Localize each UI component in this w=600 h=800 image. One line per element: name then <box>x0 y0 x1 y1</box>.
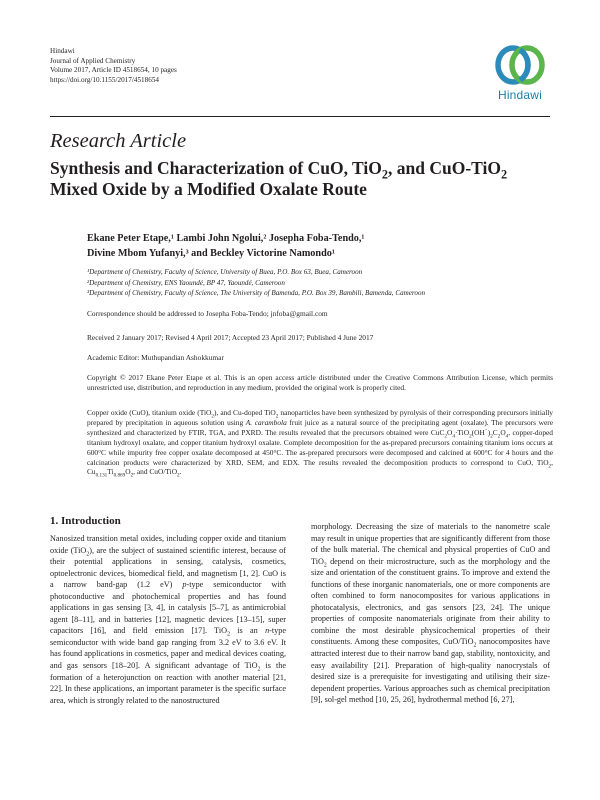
affiliation-1: ¹Department of Chemistry, Faculty of Science, University of Buea, P.O. Box 63, Buea, Cameroon <box>87 268 363 276</box>
intro-right-column <box>311 521 550 706</box>
authors-line-2: Divine Mbom Yufanyi,³ and Beckley Victorine Namondo¹ <box>87 247 335 259</box>
journal-info <box>50 47 177 85</box>
section-heading-introduction: 1. Introduction <box>50 515 121 527</box>
title-line-2: Mixed Oxide by a Modified Oxalate Route <box>50 179 367 199</box>
author-list <box>87 232 557 261</box>
journal-name: Journal of Applied Chemistry <box>50 56 136 65</box>
intro-paragraph-right: morphology. Decreasing the size of materials to the nanometre scale may result in unique properties that are significantly different from those of the bulk material. The chemical and physical properties of CuO and TiO$_2$ depend on their microstructure, such as the morphology and the size and orientation of the constituent grains. To improve and extend the functions of these inorganic nanomaterials, one or more components are often combined to form nanocomposites for various applications in photocatalysis, electronics, and gas sensors [23, 24]. The unique properties of composite nanomaterials originate from their ability to combine the most desirable physicochemical properties of their constituents. Among these composites, CuO/TiO$_2$ nanocomposites have attracted interest due to their narrow band gap, stability, nontoxicity, and easy availability [21]. Preparation of high-quality nanocrystals of desired size is a prerequisite for investigating and utilising their size-dependent properties. Various approaches such as chemical precipitation [9], sol-gel method [10, 25, 26], hydrothermal method [6, 27], <box>311 522 550 705</box>
copyright-notice: Copyright © 2017 Ekane Peter Etape et al. This is an open access article distributed under the Creative Commons Attribution License, which permits unrestricted use, distribution, and reproduction in any medium, provided the original work is properly cited. <box>87 373 553 392</box>
publisher-name: Hindawi <box>50 47 75 55</box>
hindawi-logo-text: Hindawi <box>497 88 543 102</box>
volume-info: Volume 2017, Article ID 4518654, 10 pages <box>50 66 177 75</box>
affiliation-2: ²Department of Chemistry, ENS Yaoundé, BP 47, Yaoundé, Cameroon <box>87 278 285 287</box>
paper-title <box>50 158 550 200</box>
academic-editor: Academic Editor: Muthupandian Ashokkumar <box>87 353 224 362</box>
authors-line-1: Ekane Peter Etape,¹ Lambi John Ngolui,² Josepha Foba-Tendo,¹ <box>87 233 365 244</box>
intro-left-column <box>50 533 286 706</box>
abstract: Copper oxide (CuO), titanium oxide (TiO$_2$), and Cu-doped TiO$_2$ nanoparticles have been synthesized by pyrolysis of their corresponding precursors initially prepared by precipitation in aqueous solution using A. carambola fruit juice as a natural source of the precipitating agent (oxalate). The precursors were synthesized and characterized by FTIR, TGA, and PXRD. The results revealed that the precursors obtained were $CuC_2O_4\cdot TiO_2(OH^-)_2C_2O_4$, copper-doped titanium hydroxyl oxalate, and copper titanium hydroxyl oxalate. Complete decomposition for the as-prepared precursors containing titanium ions occurs at 600°C while impurity free copper oxalate decomposed at 450°C. The as-prepared precursors were decomposed and calcined at 600°C for 4 hours and the calcination products were characterized by XRD, SEM, and EDX. The results revealed the decomposition products to correspond to CuO, TiO$_2$, $Cu_{0.131}Ti_{0.869}O_2$, and CuO/TiO$_2$. <box>87 408 554 479</box>
hindawi-logo-icon <box>493 44 547 86</box>
publication-dates: Received 2 January 2017; Revised 4 April 2017; Accepted 23 April 2017; Published 4 June 2017 <box>87 333 374 342</box>
article-type: Research Article <box>50 130 187 152</box>
correspondence: Correspondence should be addressed to Josepha Foba-Tendo; jnfoba@gmail.com <box>87 309 328 318</box>
doi-link[interactable]: https://doi.org/10.1155/2017/4518654 <box>50 75 160 84</box>
header-divider <box>50 116 550 117</box>
intro-paragraph-left: Nanosized transition metal oxides, including copper oxide and titanium oxide (TiO$_2$), are the subject of sustained scientific interest, because of their potential applications in sensing, catalysis, cosmetics, optoelectronic devices, biomedical field, and magnetism [1, 2]. CuO is a narrow band-gap (1.2 eV) p-type semiconductor with photoconductive and photochemical properties and has found applications in gas sensing [3, 4], in catalysis [5–7], as antimicrobial agent [8–11], and in batteries [12], magnetic devices [13–15], super capacitors [16], and field emission [17]. TiO$_2$ is an n-type semiconductor with wide band gap ranging from 3.2 eV to 3.6 eV. It has found applications in cosmetics, paper and medical devices coating, and gas sensors [18–20]. A significant advantage of TiO$_2$ is the formation of a heterojunction on reaction with another material [21, 22]. In these applications, an important parameter is the specific surface area, which is strongly related to the nanostructured <box>50 534 287 705</box>
hindawi-logo <box>487 44 553 102</box>
affiliation-3: ³Department of Chemistry, Faculty of Science, The University of Bamenda, P.O. Box 39, Bambili, Bamenda, Cameroon <box>87 289 426 298</box>
title-line-1: Synthesis and Characterization of CuO, TiO$_2$, and CuO-TiO$_2$ <box>50 158 508 182</box>
affiliations <box>87 267 557 299</box>
